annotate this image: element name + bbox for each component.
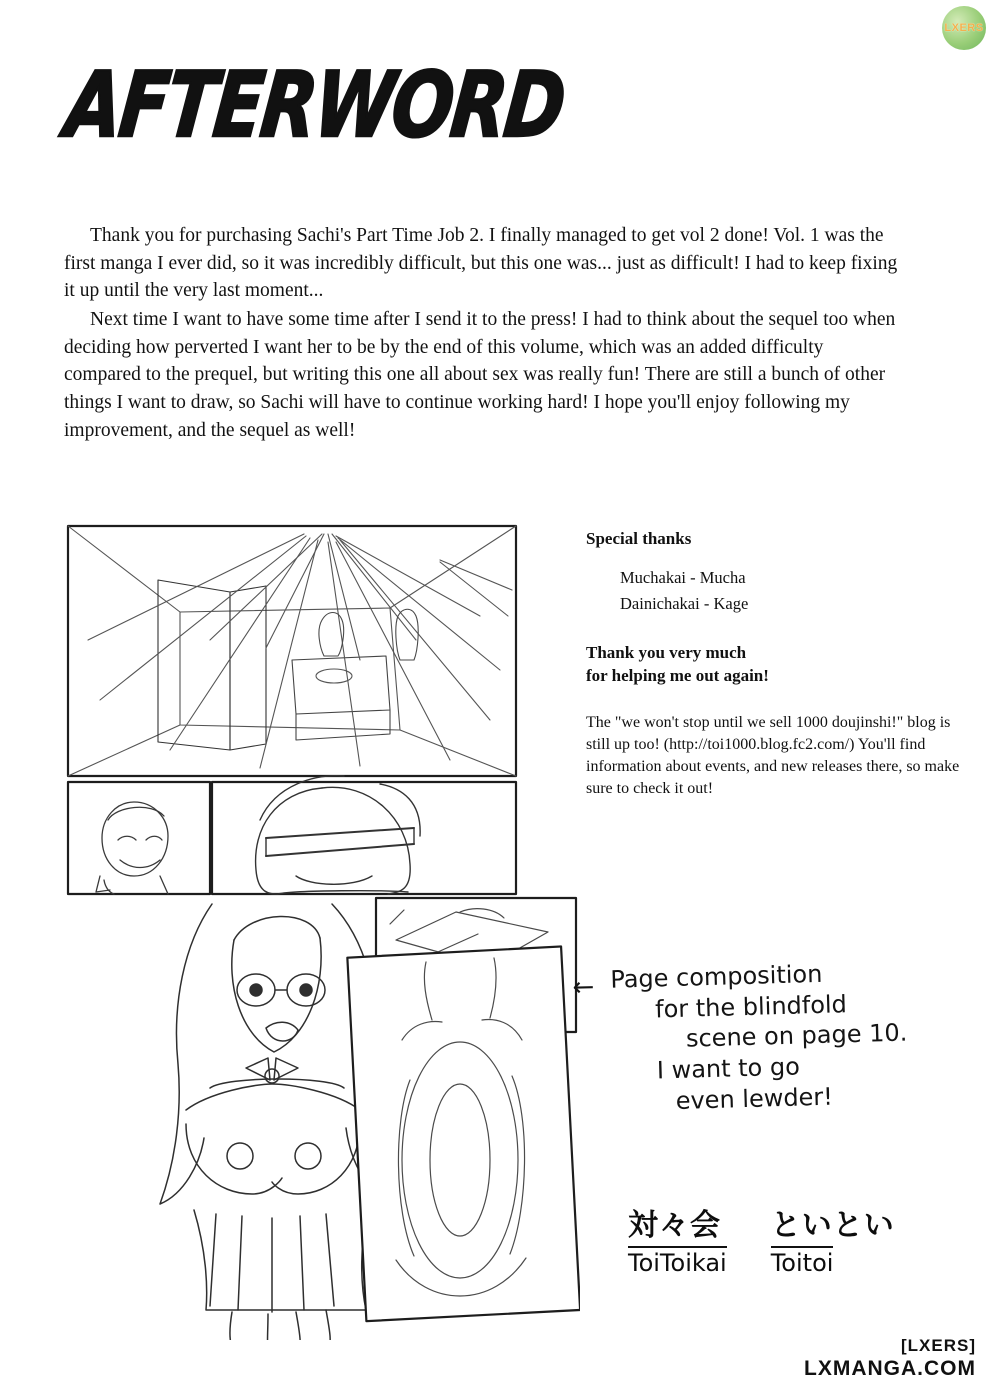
arrow-left-icon: ←: [572, 972, 595, 1003]
special-thanks-block: [586, 528, 976, 800]
blog-info-text: The "we won't stop until we sell 1000 doujinshi!" blog is still up too! (http://toi1000.blog.fc2.com/) You'll find information about events, and new releases there, so make sure to check it out!: [586, 713, 960, 798]
signature-group-circle: [628, 1200, 727, 1277]
note-line: I want to go: [656, 1052, 801, 1085]
signature-romaji-circle: ToiToikai: [628, 1246, 727, 1277]
watermark-badge-label: LXERS: [944, 22, 984, 34]
thank-you-line-2: for helping me out again!: [586, 666, 769, 685]
note-line: scene on page 10.: [685, 1018, 908, 1054]
special-thanks-names: [620, 565, 976, 616]
afterword-paragraph-1: Thank you for purchasing Sachi's Part Time Job 2. I finally managed to get vol 2 done! Vol. 1 was the first manga I ever did, so it was incredibly difficult, but this one was... just as difficult! I had to keep fixing it up until the very last moment...: [64, 225, 898, 302]
watermark-badge-icon: [942, 6, 986, 50]
handwritten-note: [572, 955, 954, 1118]
signature-jp-artist: といとい: [770, 1208, 895, 1243]
signature-jp-circle: 対々会: [628, 1208, 721, 1243]
storyboard-sketch: [60, 520, 580, 1340]
thanks-name: Muchakai - Mucha: [620, 567, 746, 587]
watermark-footer: [804, 1336, 976, 1381]
signature-group-artist: [771, 1200, 895, 1277]
watermark-footer-line-1: [LXERS]: [901, 1336, 976, 1355]
special-thanks-heading: Special thanks: [586, 529, 692, 548]
artist-signature: [628, 1200, 895, 1277]
page-title: AFTERWORD: [60, 52, 569, 157]
signature-romaji-artist: Toitoi: [771, 1246, 834, 1277]
note-line: for the blindfold: [654, 989, 848, 1024]
note-line: even lewder!: [675, 1082, 834, 1115]
afterword-paragraph-2: Next time I want to have some time after I send it to the press! I had to think about the sequel too when deciding how perverted I want her to be by the end of this volume, which was an added difficulty compared to the prequel, but writing this one all about sex was really fun! There are still a bunch of other things I want to draw, so Sachi will have to continue working hard! I hope you'll enjoy following my improvement, and the sequel as well!: [64, 309, 896, 441]
afterword-body: [64, 222, 904, 445]
thank-you-block: [586, 642, 976, 688]
thanks-name: Dainichakai - Kage: [620, 593, 749, 613]
thank-you-line-1: Thank you very much: [586, 643, 747, 663]
watermark-footer-line-2: LXMANGA.COM: [804, 1357, 976, 1380]
note-line: Page composition: [609, 959, 823, 994]
